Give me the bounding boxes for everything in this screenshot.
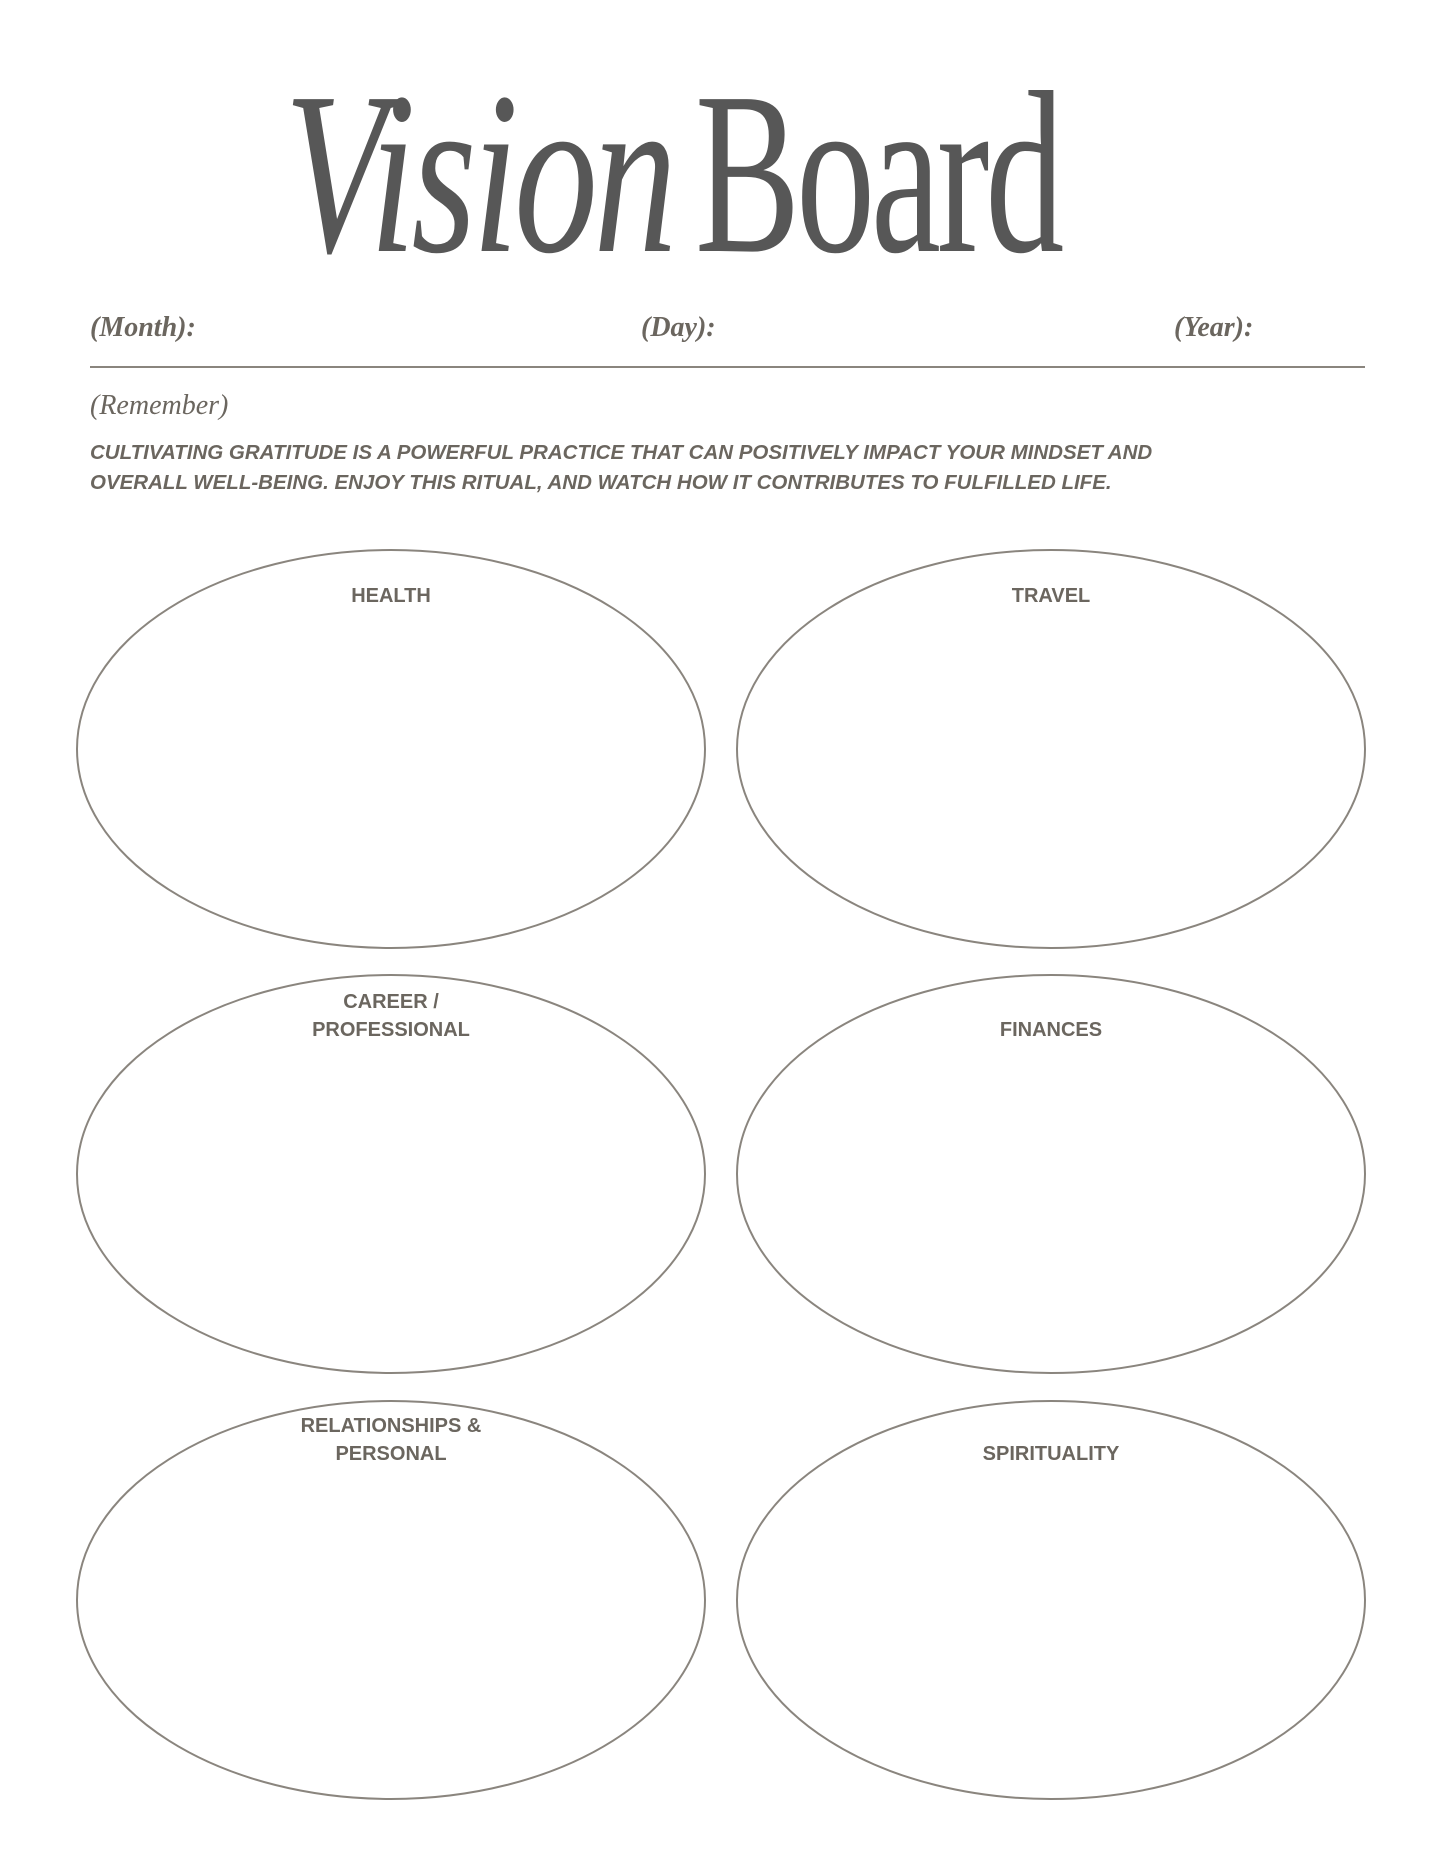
health-label	[241, 582, 541, 610]
health-label-text: HEALTH	[351, 585, 431, 607]
career-label-line-2: PROFESSIONAL	[312, 1019, 470, 1041]
career-label-line-1: CAREER /	[343, 991, 439, 1013]
day-label: (Day):	[641, 312, 716, 343]
gratitude-message-line-2: OVERALL WELL-BEING. ENJOY THIS RITUAL, AND WATCH HOW IT CONTRIBUTES TO FULFILLED LIFE.	[90, 471, 1112, 494]
finances-label	[901, 1016, 1201, 1044]
remember-label: (Remember)	[90, 390, 229, 421]
title-vision: Vision	[284, 45, 673, 302]
travel-label-text: TRAVEL	[1011, 585, 1091, 607]
spirituality-label-text: SPIRITUALITY	[982, 1443, 1120, 1465]
finances-label-text: FINANCES	[999, 1019, 1103, 1041]
month-label: (Month):	[90, 312, 196, 343]
travel-label	[901, 582, 1201, 610]
year-label: (Year):	[1174, 312, 1254, 343]
title-board: Board	[694, 45, 1061, 302]
gratitude-message-line-1: CULTIVATING GRATITUDE IS A POWERFUL PRACTICE THAT CAN POSITIVELY IMPACT YOUR MINDSET AND	[90, 441, 1153, 464]
spirituality-label	[901, 1440, 1201, 1468]
career-label	[241, 988, 541, 1044]
relationships-label-line-2: PERSONAL	[335, 1443, 447, 1465]
relationships-label-line-1: RELATIONSHIPS &	[300, 1415, 482, 1437]
relationships-label	[241, 1412, 541, 1468]
